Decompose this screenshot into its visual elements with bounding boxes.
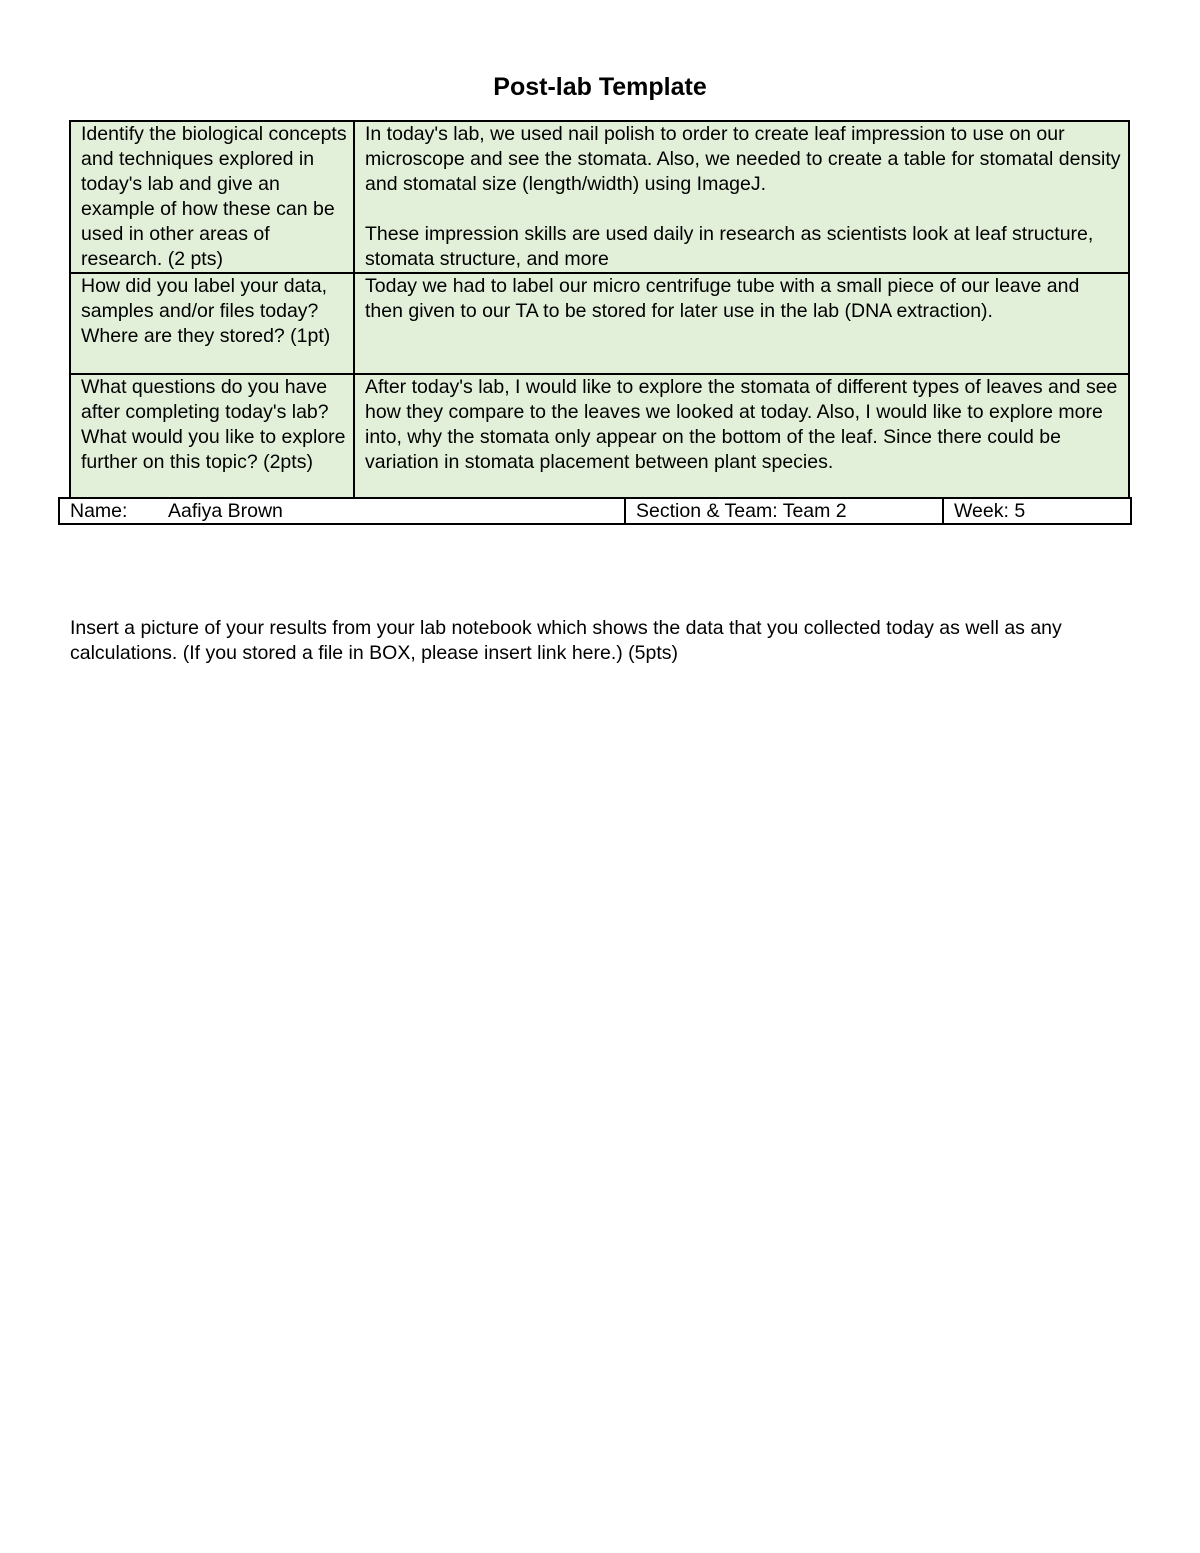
table-row bbox=[59, 498, 1131, 524]
table-row bbox=[70, 121, 1129, 273]
student-info-table bbox=[58, 497, 1132, 525]
answer-cell[interactable] bbox=[354, 121, 1129, 273]
section-team-cell[interactable]: Section & Team: Team 2 bbox=[625, 498, 943, 524]
answer-text: Today we had to label our micro centrifuge tube with a small piece of our leave and then given to our TA to be stored for later use in the lab (DNA extraction). bbox=[365, 275, 1085, 322]
name-cell[interactable] bbox=[59, 498, 625, 524]
question-cell: Identify the biological concepts and techniques explored in today's lab and give an example of how these can be used in other areas of research. (2 pts) bbox=[70, 121, 354, 273]
table-row bbox=[70, 374, 1129, 498]
week-cell[interactable]: Week: 5 bbox=[943, 498, 1131, 524]
answer-text: These impression skills are used daily in research as scientists look at leaf structure, stomata structure, and more bbox=[365, 223, 1099, 270]
post-lab-table bbox=[69, 120, 1130, 499]
instructions-text: Insert a picture of your results from your lab notebook which shows the data that you collected today as well as any calculations. (If you stored a file in BOX, please insert link here.) (5pts) bbox=[70, 617, 1062, 664]
answer-cell[interactable] bbox=[354, 273, 1129, 374]
name-value: Aafiya Brown bbox=[168, 500, 283, 522]
page-title: Post-lab Template bbox=[493, 73, 707, 101]
question-cell: What questions do you have after completing today's lab? What would you like to explore further on this topic? (2pts) bbox=[70, 374, 354, 498]
name-label: Name: bbox=[70, 500, 128, 522]
answer-text: In today's lab, we used nail polish to order to create leaf impression to use on our microscope and see the stomata. Also, we needed to create a table for stomatal density and stomatal size (length/width) using ImageJ. bbox=[365, 123, 1126, 195]
table-row bbox=[70, 273, 1129, 374]
question-cell: How did you label your data, samples and/or files today? Where are they stored? (1pt) bbox=[70, 273, 354, 374]
answer-text: After today's lab, I would like to explore the stomata of different types of leaves and see how they compare to the leaves we looked at today. Also, I would like to explore more into, why the stomata only appear on the bottom of the leaf. Since there could be variation in stomata placement between plant species. bbox=[365, 376, 1123, 473]
paragraph-gap bbox=[365, 197, 1122, 222]
answer-cell[interactable] bbox=[354, 374, 1129, 498]
